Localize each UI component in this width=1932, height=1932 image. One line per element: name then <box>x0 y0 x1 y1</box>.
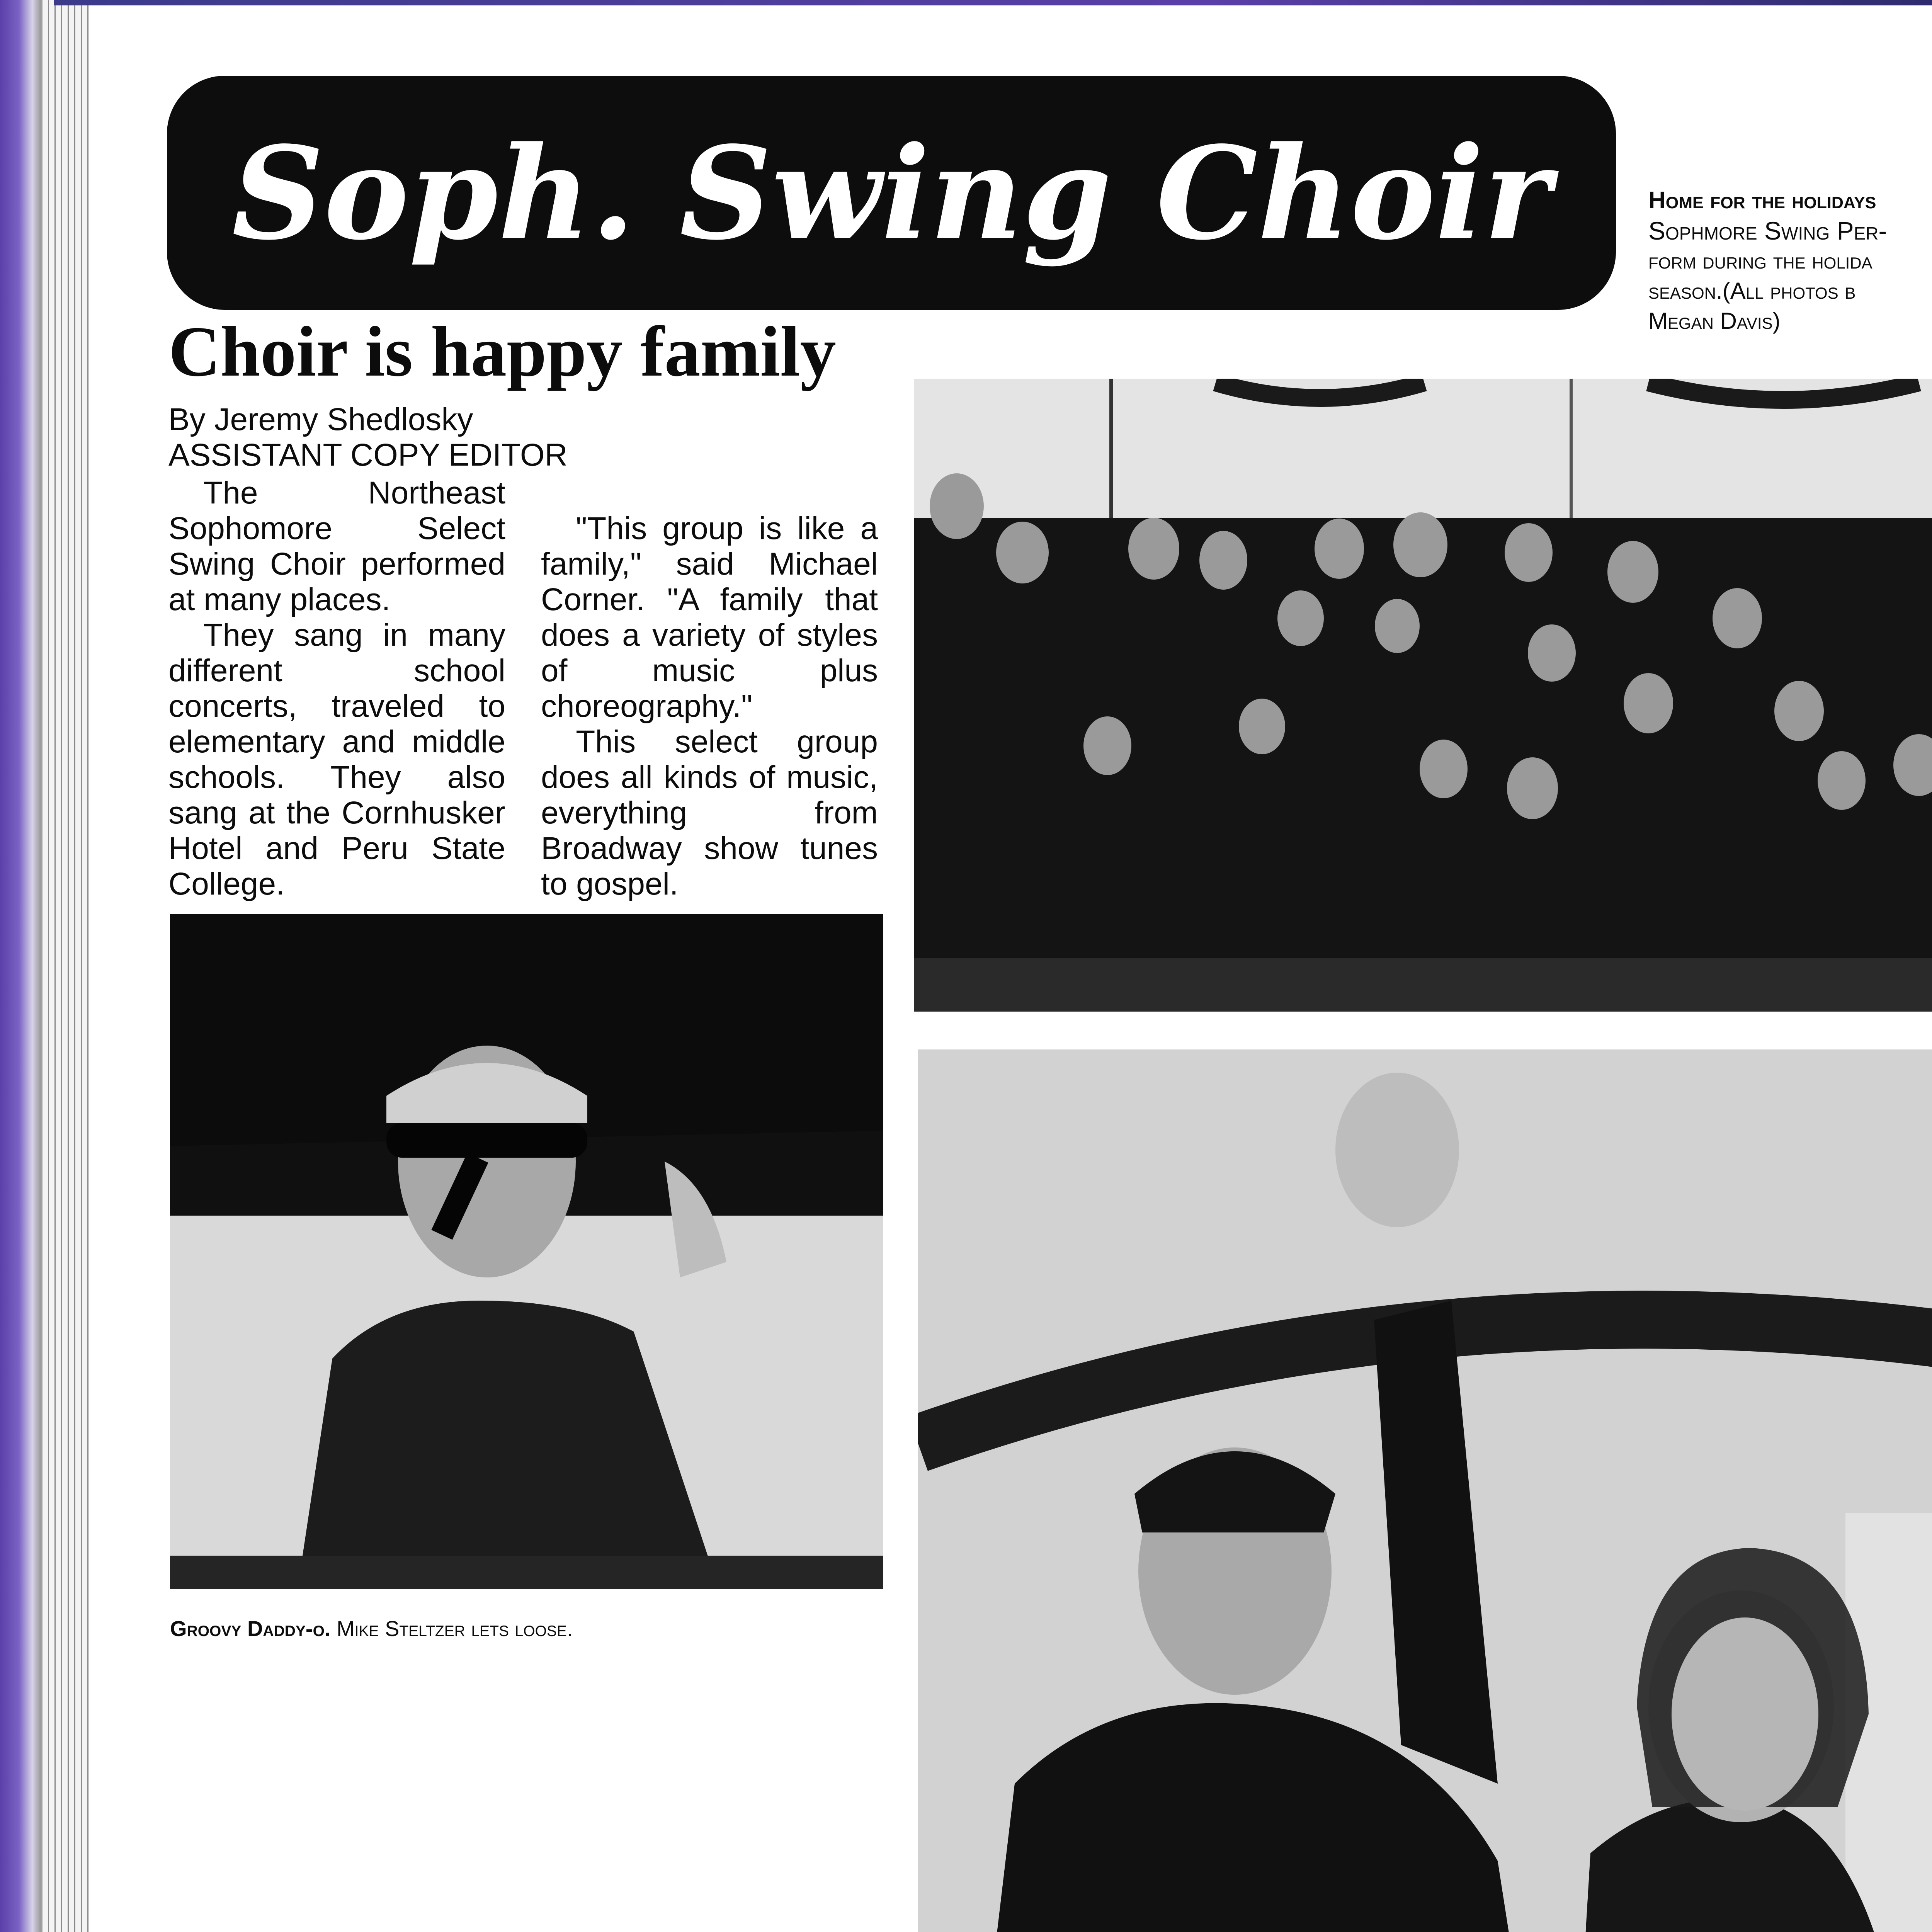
story-paragraph: They sang in many different school concerts, traveled to elementary and middle schools. They also sang at the Cornhusker Hotel and Peru State College. <box>168 617 505 901</box>
page-edges <box>43 0 89 1932</box>
group-photo-caption <box>1648 185 1932 336</box>
byline-name: By Jeremy Shedlosky <box>168 402 473 437</box>
byline-title: ASSISTANT COPY EDITOR <box>168 437 568 473</box>
caption-text: Mike Steltzer lets loose. <box>337 1616 573 1641</box>
story-headline: Choir is happy family <box>168 312 836 391</box>
caption-lead: Home for the holidays <box>1648 187 1876 214</box>
byline <box>168 402 903 473</box>
section-banner <box>167 76 1616 310</box>
caption-line: form during the holida <box>1648 248 1872 274</box>
story-paragraph: "This group is like a family," said Michael Corner. "A family that does a variety of styles of music plus choreography." <box>541 511 878 724</box>
banner-title: Soph. Swing Choir <box>231 118 1551 268</box>
caption-line: Megan Davis) <box>1648 308 1781 334</box>
singer-photo-caption <box>170 1615 573 1642</box>
story-paragraph: This select group does all kinds of music, everything from Broadway show tunes to gospel. <box>541 724 878 901</box>
caption-lead: Groovy Daddy-o. <box>170 1616 331 1641</box>
group-photo <box>914 379 1932 1012</box>
hurrah-photo <box>918 1049 1932 1932</box>
story-column-1 <box>168 475 505 902</box>
top-edge-strip <box>54 0 1932 5</box>
banner-title-graphic <box>167 76 1616 310</box>
story-paragraph: The Northeast Sophomore Select Swing Choir performed at many places. <box>168 475 505 617</box>
caption-line: season.(All photos b <box>1648 278 1856 304</box>
caption-line: Sophmore Swing Per- <box>1648 216 1887 245</box>
story-column-2 <box>541 511 878 902</box>
singer-photo <box>170 914 883 1589</box>
